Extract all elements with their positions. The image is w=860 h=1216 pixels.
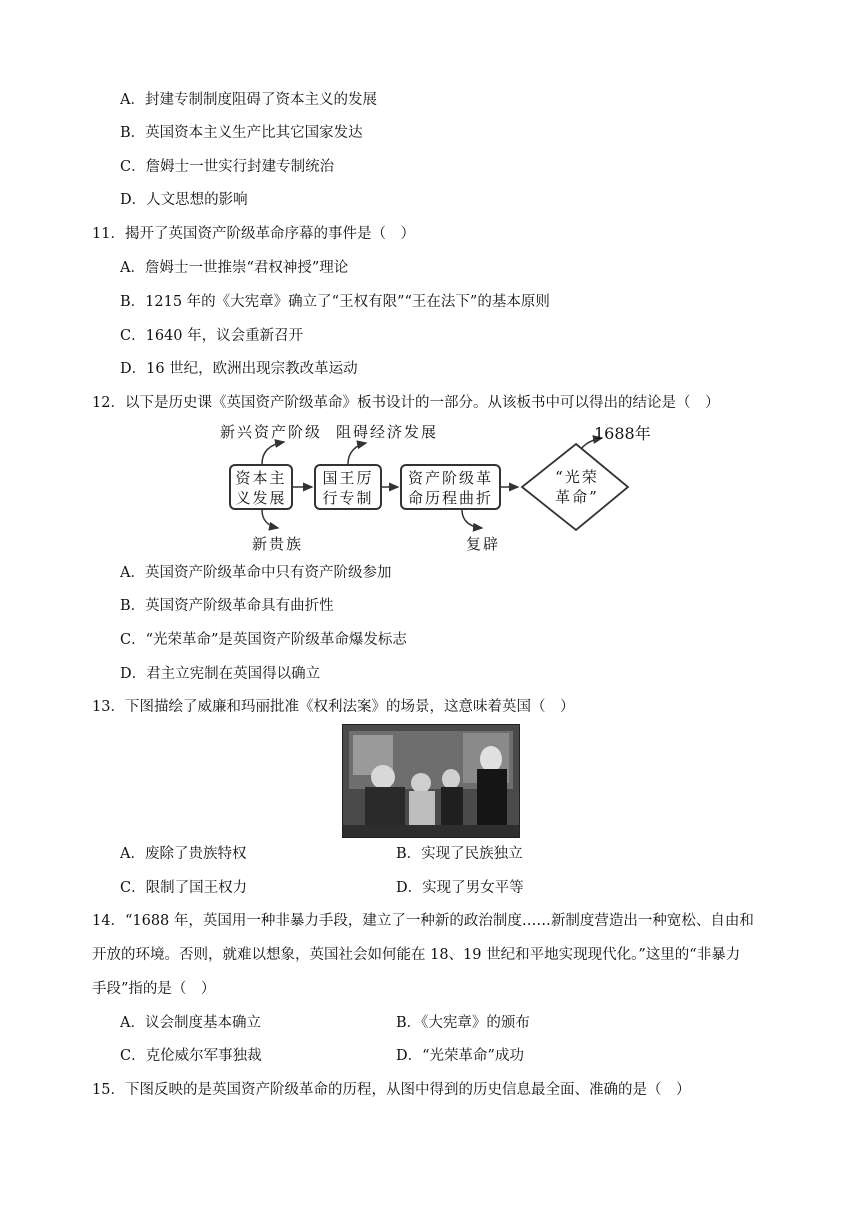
- box3-line2: 命历程曲折: [407, 489, 493, 507]
- q13-option-b: B．实现了民族独立: [396, 846, 523, 862]
- q10-option-d: D．人文思想的影响: [120, 192, 248, 208]
- bill-of-rights-engraving: [342, 724, 520, 838]
- diamond-line2: 革命”: [555, 488, 599, 506]
- q11-stem: 11．揭开了英国资产阶级革命序幕的事件是（ ）: [92, 226, 415, 242]
- label-hinder-economy: 阻碍经济发展: [336, 423, 439, 441]
- q14-stem-line2: 开放的环境。否则，就难以想象，英国社会如何能在 18、19 世纪和平地实现现代化。”这里的“非暴力: [92, 947, 741, 963]
- q12-option-b: B．英国资产阶级革命具有曲折性: [120, 598, 334, 614]
- q10-option-c: C．詹姆士一世实行封建专制统治: [120, 159, 335, 175]
- q13-stem: 13．下图描绘了威廉和玛丽批准《权利法案》的场景，这意味着英国（ ）: [92, 699, 575, 715]
- q15-stem: 15．下图反映的是英国资产阶级革命的历程，从图中得到的历史信息最全面、准确的是（ ）: [92, 1082, 691, 1098]
- engraving-illustration: [343, 725, 519, 837]
- diamond-line1: “光荣: [555, 468, 599, 486]
- q11-option-d: D．16 世纪，欧洲出现宗教改革运动: [120, 361, 358, 377]
- q14-option-d: D．“光荣革命”成功: [396, 1048, 524, 1064]
- q14-stem-line3: 手段”指的是（ ）: [92, 981, 216, 997]
- q12-option-a: A．英国资产阶级革命中只有资产阶级参加: [120, 565, 392, 581]
- q14-option-c: C．克伦威尔军事独裁: [120, 1048, 262, 1064]
- q13-option-d: D．实现了男女平等: [396, 880, 524, 896]
- box-capitalism-development: [229, 464, 293, 510]
- q13-option-a: A．废除了贵族特权: [120, 846, 247, 862]
- q14-stem-line1: 14．“1688 年，英国用一种非暴力手段，建立了一种新的政治制度……新制度营造出一种宽松、自由和: [92, 913, 754, 929]
- q12-option-c: C．“光荣革命”是英国资产阶级革命爆发标志: [120, 632, 407, 648]
- label-1688: 1688年: [594, 424, 651, 443]
- box1-line1: 资本主: [235, 469, 287, 487]
- q11-option-a: A．詹姆士一世推崇“君权神授”理论: [120, 260, 349, 276]
- label-new-nobility: 新贵族: [252, 535, 304, 553]
- q14-option-a: A．议会制度基本确立: [120, 1015, 261, 1031]
- box-revolution-twists: [400, 464, 501, 510]
- box1-line2: 义发展: [235, 489, 287, 507]
- box3-line1: 资产阶级革: [407, 469, 493, 487]
- box-king-autocracy: [314, 464, 382, 510]
- diamond-glorious-revolution: [534, 467, 620, 507]
- q10-option-a: A．封建专制制度阻碍了资本主义的发展: [120, 92, 377, 108]
- box2-line2: 行专制: [322, 489, 374, 507]
- q10-option-b: B．英国资本主义生产比其它国家发达: [120, 125, 363, 141]
- label-new-bourgeoisie: 新兴资产阶级: [220, 423, 323, 441]
- q14-option-b: B．《大宪章》的颁布: [396, 1015, 530, 1031]
- q11-option-c: C．1640 年，议会重新召开: [120, 328, 304, 344]
- label-restoration: 复辟: [466, 535, 501, 553]
- q12-option-d: D．君主立宪制在英国得以确立: [120, 666, 321, 682]
- q13-option-c: C．限制了国王权力: [120, 880, 248, 896]
- q11-option-b: B．1215 年的《大宪章》确立了“王权有限”“王在法下”的基本原则: [120, 294, 550, 310]
- box2-line1: 国王厉: [322, 469, 374, 487]
- q12-stem: 12．以下是历史课《英国资产阶级革命》板书设计的一部分。从该板书中可以得出的结论是（ ）: [92, 395, 720, 411]
